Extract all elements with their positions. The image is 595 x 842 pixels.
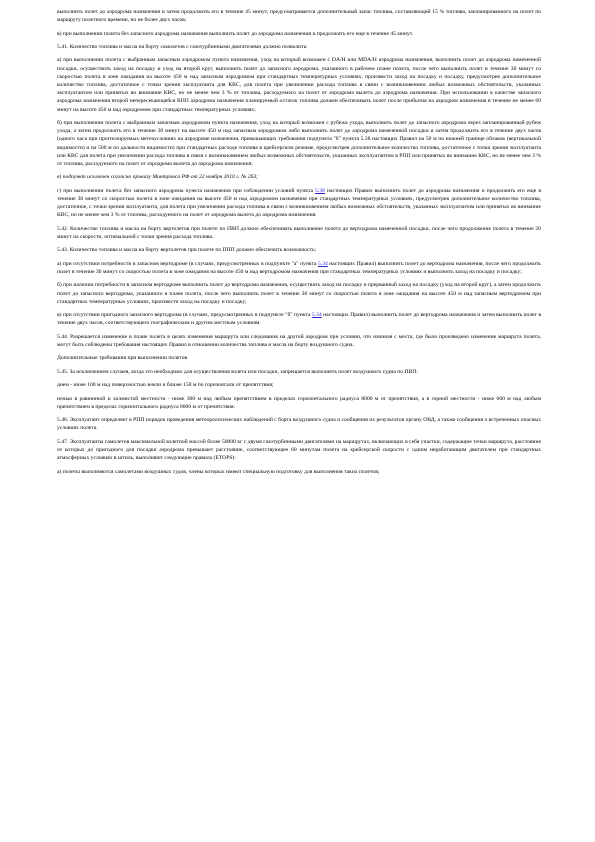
paragraph — [57, 468, 541, 476]
paragraph-text: настоящих Правил) выполнить полет до вертодрома назначения, после чего продолжить полет в течение 30 минут со скоростью полета в зоне ожидания на высоте 450 м над вертодромом назначения при стандартных температурных условиях и выполнить заход на посадку и посадку; — [57, 260, 541, 275]
paragraph-text: г) при выполнении полета без запасного аэродрома пункта назначения при соблюдении условий пункта — [57, 187, 316, 194]
paragraph — [57, 416, 541, 432]
paragraph-text: 5.44. Разрешается изменение в плане полета в целях изменения маршрута или следования на другой аэродром при условии, что начиная с места, где было произведено изменение маршрута полета, могут быть соблюдены требования настоящих Правил в отношении количества топлива и масла на борту воздушного судна. — [57, 333, 541, 348]
paragraph — [57, 333, 541, 349]
paragraph-text: днем - ниже 100 м над поверхностью земли и ближе 150 м по горизонтали от препятствия; — [57, 382, 274, 389]
paragraph-text: в) при отсутствии пригодного запасного вертодрома (в случаях, предусмотренных в подпункте "б" пункта — [57, 312, 312, 319]
section-heading — [57, 354, 541, 362]
paragraph-text: б) при выполнении полета с выбранным запасным аэродромом пункта назначения, уход на который возможен с рубежа ухода, выполнить полет до запасного аэродрома через запланированный рубеж ухода, а затем продолжить его в течение 30 минут на высоте 450 м над запасным аэродромом либо выполнить полет до аэродрома намеченной посадки и затем продолжить его в течение двух часов (одного часа при прогнозируемых метеоусловиях на аэродроме назначения, превышающих требования подпункта "б" пункта 5.38 настоящих Правил на 50 м по нижней границе облаков (вертикальной видимости) и на 500 м по дальности видимости) при стандартных расходе топлива в крейсерском режиме, предусмотрев дополнительное количество топлива, достаточное с точки зрения эксплуатанта или КВС для полета при увеличении расхода топлива в связи с возникновением любых возможных обстоятельств, указанных эксплуатантом в РПП или принятых во внимание КВС, но не менее чем 3 % от топлива, расходуемого на полет от аэродрома вылета до аэродрома назначения; — [57, 119, 541, 167]
paragraph-text: в) подпункт исключен согласно приказу Минтранса РФ от 22 ноября 2010 г. № 263; — [57, 174, 259, 181]
paragraph — [57, 281, 541, 306]
cross-reference-link[interactable]: 5.38 — [315, 187, 325, 194]
paragraph-text: выполнить полет до аэродрома назначения и затем продолжить его в течение 45 минут, предусматривается дополнительный запас топлива, составляющий 15 % топлива, запланированного на полет по маршруту полетного времени, но не более двух часов; — [57, 9, 541, 24]
paragraph — [57, 8, 541, 24]
paragraph-text: 5.42. Количество топлива и масла на борту вертолетов при полете по ПВП должно обеспечивать выполнение полета до вертодрома намеченной посадки, после чего продолжение полета в течение 20 минут на скорости, оптимальной с точки зрения расхода топлива. — [57, 225, 541, 240]
paragraph-text: б) при наличии потребности в запасном вертодроме выполнить полет до вертодрома назначения, осуществить заход на посадку и прерванный заход на посадку (уход на второй круг), а затем продолжить полет до запасного вертодрома, указанного в плане полета, после чего выполнить полет в течение 30 минут со скоростью полета в зоне ожидания на высоте 450 м над запасным вертодромом при стандартных температурных условиях, произвести заход на посадку и посадку; — [57, 282, 541, 305]
paragraph — [57, 438, 541, 463]
paragraph-text: настоящих Правил выполнить полет до аэродрома назначения и продолжить его еще в течение 30 минут со скоростью полета в зоне ожидания на высоте 450 м над аэродромом назначения при стандартных температурных условиях, предусмотрев дополнительное количество топлива, достаточное, с точки зрения эксплуатанта, для полета при увеличении расхода топлива в связи с возникновением любых возможных обстоятельств, указанных эксплуатантом или принятых во внимание КВС, но не менее чем 3 % от топлива, расходуемого на полет от аэродрома вылета до аэродрома назначения. — [57, 187, 541, 219]
paragraph-text: в) при выполнении полета без запасного аэродрома назначения выполнить полет до аэродрома назначения и продолжить его еще в течение 45 минут. — [57, 30, 414, 37]
cross-reference-link[interactable]: 5.34 — [311, 312, 322, 319]
paragraph — [57, 225, 541, 241]
document-page — [57, 8, 541, 838]
paragraph — [57, 368, 541, 376]
cross-reference-link[interactable]: 5.34 — [318, 260, 328, 267]
paragraph-text: 5.46. Эксплуатант определяет в РПП порядок проведения метеорологических наблюдений с борта воздушного судна и сообщения их результатов органу ОВД, а также сообщения о встреченных опасных условиях полета. — [57, 417, 541, 432]
paragraph — [57, 260, 541, 276]
paragraph — [57, 246, 541, 254]
paragraph-text: 5.47. Эксплуатанты самолетов максимальной взлетной массой более 50000 кг с двумя газотурбинными двигателями на маршрутах, включающих в себя участки, содержащие точки маршрута, расстояние от которых до пригодного для посадки аэродрома превышает расстояние, соответствующее 60 минутам полета на крейсерской скорости с одним неработающим двигателем при стандартных атмосферных условиях в штиль, выполняют следующие правила (ЕТОРS): — [57, 438, 541, 462]
paragraph-text: настоящих Правил) выполнить полет до вертодрома назначения и затем выполнить полет в течение двух часов, соответствующего географическим и другим местным условиям. — [57, 312, 541, 327]
paragraph-text: 5.41. Количество топлива и масла на борту самолетов с газотурбинными двигателями должно позволить: — [57, 43, 308, 50]
paragraph — [57, 56, 541, 113]
paragraph — [57, 43, 541, 51]
paragraph-text: 5.45. За исключением случаев, когда это необходимо для осуществления взлета или посадки, запрещается выполнять полет воздушного судна по ПВП: — [57, 368, 418, 375]
paragraph — [57, 119, 541, 168]
paragraph — [57, 381, 541, 389]
paragraph-text: а) при отсутствии потребности в запасном вертодроме (в случаях, предусмотренных в подпункте "а" пункта — [57, 260, 318, 267]
paragraph — [57, 187, 541, 220]
paragraph-text: 5.43. Количество топлива и масла на борту вертолетов при полете по ППП должно обеспечить возможность: — [57, 247, 317, 254]
paragraph — [57, 395, 541, 411]
paragraph-text: а) при выполнении полета с выбранным запасным аэродромом пункта назначения, уход на который возможен с DA/H или MDA/H аэродрома назначения, выполнить полет до аэродрома намеченной посадки, осуществить заход на посадку и уход на второй круг, выполнить полет до запасного аэродрома, указанного в рабочем плане полета, после чего выполнить полет в течение 30 минут со скоростью полета в зоне ожидания на высоте 450 м над запасным аэродромом при стандартных температурных условиях, произвести заход на посадку и посадку, предусмотрев дополнительное количество топлива, достаточное с точки зрения эксплуатанта для КВС, для полета при увеличении расхода топлива в связи с возникновением любых возможных обстоятельств, указанных эксплуатантом или принятых во внимание КВС, но не менее чем 3 % от топлива, расходуемого на полет от аэродрома вылета до аэродрома назначения. При использовании в качестве запасного аэродрома назначения второй непересекающейся ВПП аэродрома назначения планируемый остаток топлива должен обеспечивать полет после прибытия на аэродром назначения в течение не менее 60 минут на высоте 450 м над аэродромом при стандартных температурных условиях; — [57, 57, 541, 113]
paragraph-text: а) полеты выполняются самолетами воздушных судов, члены которых имеют специальную подготовку для выполнения таких полетов; — [57, 468, 380, 475]
paragraph — [57, 30, 541, 38]
paragraph-text: ночью в равнинной и холмистой местности - ниже 300 м над любым препятствием в пределах горизонтального радиуса 8000 м от препятствия, а в горной местности - ниже 600 м над любым препятствием в пределах горизонтального радиуса 8000 м от препятствия. — [57, 395, 541, 410]
paragraph — [57, 311, 541, 327]
paragraph-text: Дополнительные требования при выполнении полетов — [57, 355, 188, 362]
paragraph — [57, 173, 541, 181]
